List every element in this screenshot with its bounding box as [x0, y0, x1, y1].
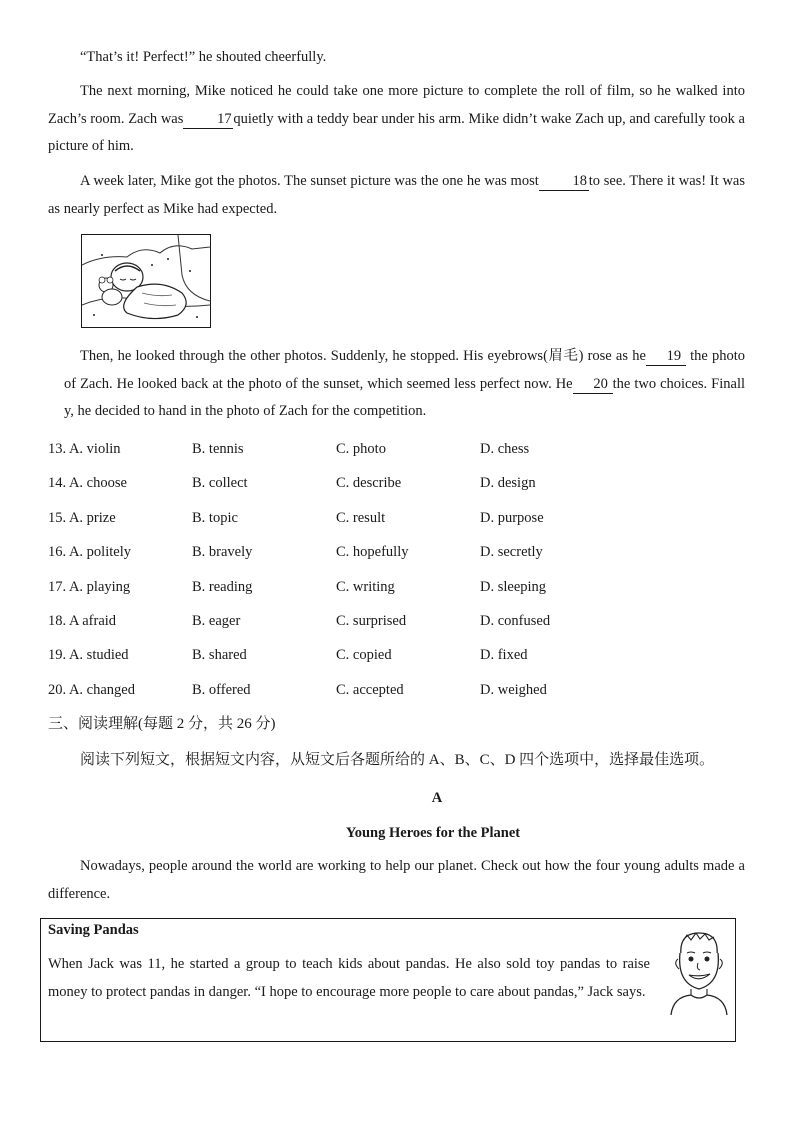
- passage-paragraph-3: [48, 168, 745, 223]
- story-text: When Jack was 11, he started a group to teach kids about pandas. He also sold toy pandas to raise money to protect pandas in danger. “I hope to encourage more people to care about pandas,” Jack says.: [48, 956, 650, 1000]
- sleeping-boy-drawing: [82, 235, 210, 327]
- paragraph-text: the two choices. Finall y, he decided to hand in the photo of Zach for the competition.: [64, 375, 745, 419]
- paragraph-text: Then, he looked through the other photos. Suddenly, he stopped. His eyebrows(眉毛) rose as he: [80, 348, 646, 364]
- option-b[interactable]: B. tennis: [192, 441, 244, 457]
- option-d[interactable]: D. chess: [480, 441, 530, 457]
- section-heading: 三、阅读理解(每题 2 分，共 26 分): [48, 716, 276, 732]
- option-d[interactable]: D. secretly: [480, 544, 543, 561]
- option-b[interactable]: B. reading: [192, 578, 253, 595]
- paragraph-text: The next morning, Mike noticed he could take one more picture to complete the roll of film, so he walked into Zach’s room. Zach was: [48, 83, 745, 127]
- option-a[interactable]: 13. A. violin: [48, 441, 121, 457]
- question-row: [48, 608, 748, 642]
- option-b[interactable]: B. topic: [192, 509, 238, 526]
- question-row: [48, 436, 748, 470]
- question-row: [48, 677, 748, 711]
- passage-paragraph-1: [48, 44, 745, 72]
- blank-19[interactable]: 19: [646, 347, 686, 366]
- blank-20[interactable]: 20: [573, 375, 613, 394]
- option-c[interactable]: C. copied: [336, 647, 392, 664]
- option-a[interactable]: 20. A. changed: [48, 681, 135, 698]
- answer-options: [48, 436, 748, 711]
- option-d[interactable]: D. purpose: [480, 509, 544, 526]
- option-b[interactable]: B. shared: [192, 647, 247, 664]
- paragraph-text: A week later, Mike got the photos. The sunset picture was the one he was most: [80, 173, 539, 189]
- boy-portrait-icon: [663, 925, 733, 1015]
- section-instruction: 阅读下列短文，根据短文内容，从短文后各题所给的 A、B、C、D 四个选项中，选择最佳选项。: [80, 752, 715, 768]
- option-c[interactable]: C. describe: [336, 475, 402, 492]
- question-row: [48, 505, 748, 539]
- option-a[interactable]: 17. A. playing: [48, 578, 131, 595]
- paragraph-text: “That’s it! Perfect!” he shouted cheerfully.: [80, 49, 327, 65]
- blank-18[interactable]: 18: [539, 172, 589, 191]
- passage-paragraph-4: [64, 343, 745, 426]
- question-row: [48, 470, 748, 504]
- paragraph-text: to see. There it was! It was as nearly perfect as Mike had expected.: [48, 173, 745, 217]
- option-d[interactable]: D. sleeping: [480, 578, 547, 595]
- option-a[interactable]: 14. A. choose: [48, 475, 127, 492]
- option-d[interactable]: D. weighed: [480, 681, 547, 698]
- passage-title: Young Heroes for the Planet: [345, 825, 521, 841]
- paragraph-text: the photo of Zach. He looked back at the photo of the sunset, which seemed less perfect now. He: [64, 348, 745, 392]
- blank-17[interactable]: 17: [183, 110, 233, 129]
- option-d[interactable]: D. fixed: [480, 647, 528, 664]
- option-a[interactable]: 18. A afraid: [48, 612, 117, 629]
- option-a[interactable]: 15. A. prize: [48, 509, 116, 526]
- option-c[interactable]: C. accepted: [336, 681, 404, 698]
- option-c[interactable]: C. result: [336, 509, 386, 526]
- intro-text: Nowadays, people around the world are working to help our planet. Check out how the four young adults made a difference.: [48, 858, 745, 902]
- option-c[interactable]: C. photo: [336, 441, 386, 457]
- passage-paragraph-2: [48, 78, 745, 161]
- question-row: [48, 642, 748, 676]
- question-row: [48, 574, 748, 608]
- option-b[interactable]: B. bravely: [192, 544, 253, 561]
- option-d[interactable]: D. confused: [480, 612, 551, 629]
- option-c[interactable]: C. surprised: [336, 612, 407, 629]
- story-title: Saving Pandas: [48, 922, 139, 938]
- paragraph-text: quietly with a teddy bear under his arm. Mike didn’t wake Zach up, and carefully took a picture of him.: [48, 110, 745, 154]
- option-a[interactable]: 19. A. studied: [48, 647, 129, 664]
- saving-pandas-box: [40, 918, 736, 1042]
- passage-intro: [48, 853, 745, 908]
- option-b[interactable]: B. collect: [192, 475, 248, 492]
- sleeping-boy-illustration: [81, 234, 211, 328]
- question-row: [48, 539, 748, 573]
- option-c[interactable]: C. hopefully: [336, 544, 409, 561]
- option-b[interactable]: B. offered: [192, 681, 251, 698]
- passage-label: A: [431, 790, 443, 806]
- option-a[interactable]: 16. A. politely: [48, 544, 131, 561]
- option-c[interactable]: C. writing: [336, 578, 395, 595]
- option-d[interactable]: D. design: [480, 475, 536, 492]
- option-b[interactable]: B. eager: [192, 612, 241, 629]
